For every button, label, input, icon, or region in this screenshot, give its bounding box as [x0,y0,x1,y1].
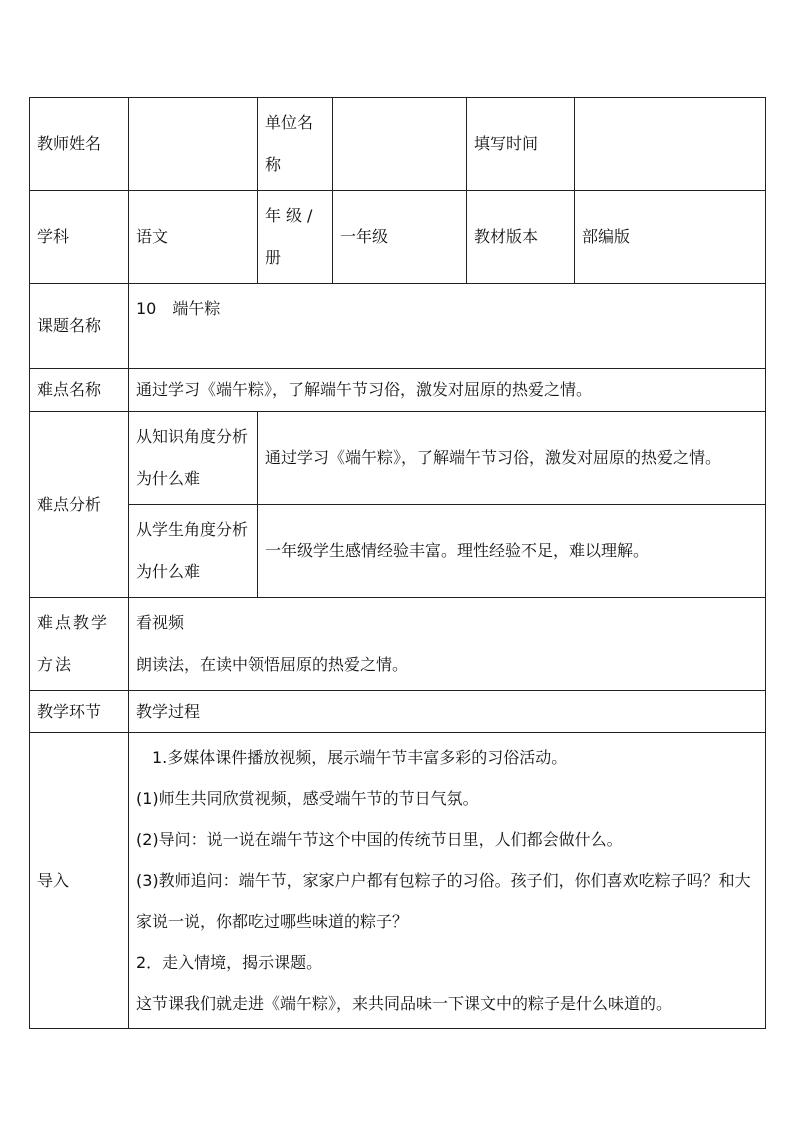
grade-value: 一年级 [333,191,467,284]
row-analysis-student [30,505,766,598]
edition-label: 教材版本 [467,191,575,284]
unit-name-value[interactable] [333,98,467,191]
method-line-2: 朗读法，在读中领悟屈原的热爱之情。 [136,655,409,674]
row-lesson [30,284,766,369]
row-difficulty [30,369,766,412]
method-label [30,598,129,691]
unit-name-label: 单位名称 [258,98,333,191]
row-subject [30,191,766,284]
row-process-header [30,691,766,733]
subject-label: 学科 [30,191,129,284]
subject-value: 语文 [129,191,258,284]
method-line-1: 看视频 [136,613,185,632]
student-angle-label: 从学生角度分析为什么难 [129,505,258,598]
intro-line-5: 2．走入情境，揭示课题。 [136,953,323,972]
edition-value: 部编版 [575,191,766,284]
grade-label [258,191,333,284]
fill-date-value[interactable] [575,98,766,191]
method-value [129,598,766,691]
student-angle-value: 一年级学生感情经验丰富。理性经验不足，难以理解。 [258,505,766,598]
fill-date-label: 填写时间 [467,98,575,191]
knowledge-angle-label: 从知识角度分析为什么难 [129,412,258,505]
intro-line-1: 1.多媒体课件播放视频，展示端午节丰富多彩的习俗活动。 [152,748,568,767]
lesson-value: 10 端午粽 [129,284,766,369]
difficulty-label: 难点名称 [30,369,129,412]
intro-content [129,733,766,1029]
analysis-label: 难点分析 [30,412,129,598]
row-intro [30,733,766,1029]
lesson-plan-table [29,97,766,1029]
intro-label: 导入 [30,733,129,1029]
process-label: 教学过程 [129,691,766,733]
intro-line-3: (2)导问：说一说在端午节这个中国的传统节日里，人们都会做什么。 [136,830,623,849]
intro-line-6: 这节课我们就走进《端午粽》，来共同品味一下课文中的粽子是什么味道的。 [136,994,673,1013]
process-step-label: 教学环节 [30,691,129,733]
lesson-label: 课题名称 [30,284,129,369]
row-method [30,598,766,691]
teacher-name-value[interactable] [129,98,258,191]
difficulty-value: 通过学习《端午粽》，了解端午节习俗，激发对屈原的热爱之情。 [129,369,766,412]
row-teacher [30,98,766,191]
knowledge-angle-value: 通过学习《端午粽》，了解端午节习俗，激发对屈原的热爱之情。 [258,412,766,505]
intro-line-2: (1)师生共同欣赏视频，感受端午节的节日气氛。 [136,789,479,808]
grade-label-text: 年级/册 [265,206,318,267]
intro-line-4: (3)教师追问：端午节，家家户户都有包粽子的习俗。孩子们，你们喜欢吃粽子吗？和大家说一说，你都吃过哪些味道的粽子？ [136,871,751,931]
teacher-name-label: 教师姓名 [30,98,129,191]
method-label-text: 难点教学方法 [37,613,110,674]
row-analysis-knowledge [30,412,766,505]
